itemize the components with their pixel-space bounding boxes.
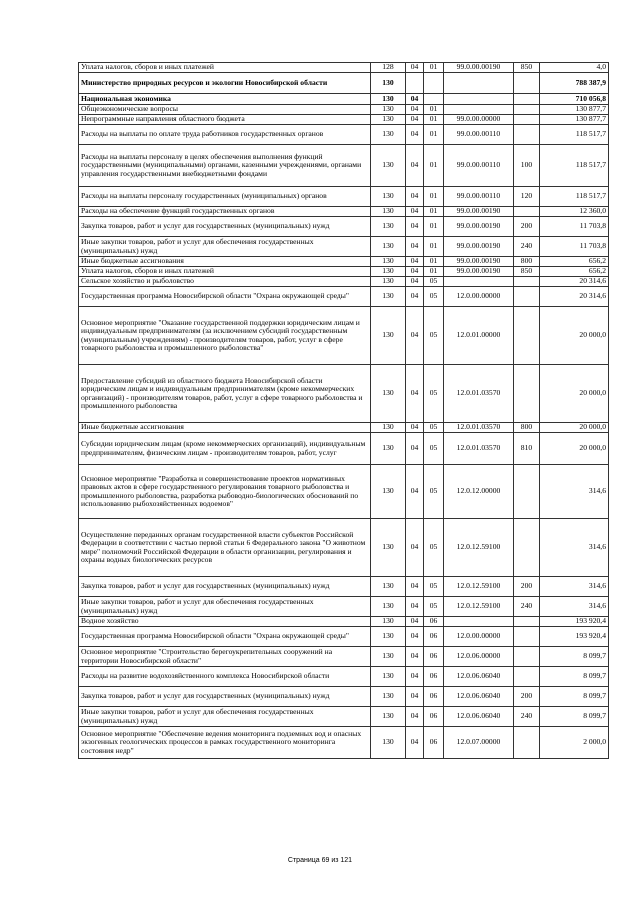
cell-name: Национальная экономика bbox=[79, 94, 371, 105]
cell-target-article: 12.0.12.59100 bbox=[444, 519, 514, 577]
cell-section: 04 bbox=[406, 727, 424, 759]
cell-grbs: 130 bbox=[371, 115, 406, 125]
cell-name: Расходы на выплаты персоналу государственных (муниципальных) органов bbox=[79, 187, 371, 207]
cell-name: Государственная программа Новосибирской области "Охрана окружающей среды" bbox=[79, 287, 371, 307]
cell-grbs: 130 bbox=[371, 257, 406, 267]
table-row bbox=[79, 465, 609, 519]
table-row bbox=[79, 207, 609, 217]
cell-expense-type bbox=[514, 617, 540, 627]
cell-section: 04 bbox=[406, 667, 424, 687]
cell-expense-type: 200 bbox=[514, 217, 540, 237]
table-row bbox=[79, 727, 609, 759]
cell-name: Иные бюджетные ассигнования bbox=[79, 423, 371, 433]
cell-subsection: 05 bbox=[424, 365, 444, 423]
cell-target-article bbox=[444, 94, 514, 105]
cell-grbs: 130 bbox=[371, 217, 406, 237]
cell-name: Иные бюджетные ассигнования bbox=[79, 257, 371, 267]
cell-subsection: 05 bbox=[424, 465, 444, 519]
cell-target-article: 12.0.12.59100 bbox=[444, 577, 514, 597]
table-row bbox=[79, 125, 609, 145]
cell-amount: 8 099,7 bbox=[540, 707, 609, 727]
cell-amount: 118 517,7 bbox=[540, 145, 609, 187]
cell-grbs: 130 bbox=[371, 577, 406, 597]
table-row bbox=[79, 365, 609, 423]
cell-grbs: 130 bbox=[371, 94, 406, 105]
cell-target-article: 99.0.00.00000 bbox=[444, 115, 514, 125]
cell-expense-type bbox=[514, 647, 540, 667]
cell-expense-type: 850 bbox=[514, 267, 540, 277]
cell-section: 04 bbox=[406, 237, 424, 257]
budget-table bbox=[78, 62, 609, 759]
cell-name: Министерство природных ресурсов и экологии Новосибирской области bbox=[79, 73, 371, 94]
cell-subsection: 06 bbox=[424, 627, 444, 647]
cell-subsection: 01 bbox=[424, 257, 444, 267]
cell-target-article bbox=[444, 73, 514, 94]
cell-subsection: 01 bbox=[424, 145, 444, 187]
cell-expense-type bbox=[514, 105, 540, 115]
cell-subsection: 06 bbox=[424, 727, 444, 759]
cell-section: 04 bbox=[406, 597, 424, 617]
cell-amount: 314,6 bbox=[540, 577, 609, 597]
cell-subsection: 06 bbox=[424, 617, 444, 627]
cell-amount: 314,6 bbox=[540, 519, 609, 577]
cell-target-article: 12.0.00.00000 bbox=[444, 287, 514, 307]
cell-subsection: 06 bbox=[424, 707, 444, 727]
cell-section: 04 bbox=[406, 707, 424, 727]
cell-grbs: 130 bbox=[371, 519, 406, 577]
cell-grbs: 130 bbox=[371, 707, 406, 727]
cell-grbs: 130 bbox=[371, 687, 406, 707]
cell-section: 04 bbox=[406, 365, 424, 423]
cell-subsection: 01 bbox=[424, 217, 444, 237]
cell-target-article bbox=[444, 277, 514, 287]
cell-expense-type bbox=[514, 287, 540, 307]
cell-section: 04 bbox=[406, 687, 424, 707]
cell-grbs: 130 bbox=[371, 647, 406, 667]
cell-subsection: 05 bbox=[424, 519, 444, 577]
cell-subsection: 05 bbox=[424, 433, 444, 465]
cell-name: Уплата налогов, сборов и иных платежей bbox=[79, 63, 371, 73]
cell-expense-type bbox=[514, 125, 540, 145]
cell-subsection: 01 bbox=[424, 237, 444, 257]
cell-name: Государственная программа Новосибирской области "Охрана окружающей среды" bbox=[79, 627, 371, 647]
cell-target-article: 12.0.06.00000 bbox=[444, 647, 514, 667]
cell-subsection: 06 bbox=[424, 647, 444, 667]
cell-name: Сельское хозяйство и рыболовство bbox=[79, 277, 371, 287]
table-row bbox=[79, 617, 609, 627]
cell-subsection: 01 bbox=[424, 63, 444, 73]
cell-subsection: 06 bbox=[424, 667, 444, 687]
budget-table-body bbox=[79, 63, 609, 759]
cell-target-article: 99.0.00.00110 bbox=[444, 125, 514, 145]
cell-section: 04 bbox=[406, 577, 424, 597]
cell-amount: 656,2 bbox=[540, 267, 609, 277]
cell-amount: 656,2 bbox=[540, 257, 609, 267]
table-row bbox=[79, 687, 609, 707]
cell-grbs: 130 bbox=[371, 365, 406, 423]
cell-subsection: 05 bbox=[424, 287, 444, 307]
cell-target-article: 99.0.00.00190 bbox=[444, 63, 514, 73]
cell-name: Основное мероприятие "Оказание государственной поддержки юридическим лицам и индивидуальным предпринимателям (за исключением субсидий государственным (муниципальным) учреждениям) - производителям товаров, работ, услуг в сфере товарного рыболовства и промышленного рыболовства" bbox=[79, 307, 371, 365]
cell-amount: 20 000,0 bbox=[540, 365, 609, 423]
cell-name: Уплата налогов, сборов и иных платежей bbox=[79, 267, 371, 277]
cell-expense-type bbox=[514, 727, 540, 759]
cell-expense-type: 800 bbox=[514, 423, 540, 433]
cell-expense-type bbox=[514, 627, 540, 647]
table-row bbox=[79, 237, 609, 257]
cell-subsection: 01 bbox=[424, 187, 444, 207]
cell-subsection bbox=[424, 94, 444, 105]
cell-name: Основное мероприятие "Обеспечение ведения мониторинга подземных вод и опасных экзогенных геологических процессов в рамках государственного мониторинга состояния недр" bbox=[79, 727, 371, 759]
cell-target-article bbox=[444, 617, 514, 627]
cell-section: 04 bbox=[406, 267, 424, 277]
cell-section: 04 bbox=[406, 307, 424, 365]
cell-target-article: 12.0.12.59100 bbox=[444, 597, 514, 617]
table-row bbox=[79, 519, 609, 577]
cell-target-article: 12.0.01.03570 bbox=[444, 433, 514, 465]
cell-amount: 12 360,0 bbox=[540, 207, 609, 217]
cell-target-article: 99.0.00.00110 bbox=[444, 187, 514, 207]
table-row bbox=[79, 597, 609, 617]
cell-grbs: 130 bbox=[371, 423, 406, 433]
table-row bbox=[79, 217, 609, 237]
table-row bbox=[79, 63, 609, 73]
cell-amount: 20 000,0 bbox=[540, 433, 609, 465]
cell-target-article: 99.0.00.00190 bbox=[444, 257, 514, 267]
cell-grbs: 130 bbox=[371, 597, 406, 617]
cell-section: 04 bbox=[406, 627, 424, 647]
cell-target-article: 99.0.00.00190 bbox=[444, 207, 514, 217]
cell-expense-type: 850 bbox=[514, 63, 540, 73]
table-row bbox=[79, 577, 609, 597]
cell-amount: 130 877,7 bbox=[540, 105, 609, 115]
cell-name: Расходы на выплаты персоналу в целях обеспечения выполнения функций государственными (муниципальными) органами, казенными учреждениями, органами управления государственными внебюджетными фондами bbox=[79, 145, 371, 187]
cell-name: Иные закупки товаров, работ и услуг для обеспечения государственных (муниципальных) нужд bbox=[79, 237, 371, 257]
cell-subsection bbox=[424, 73, 444, 94]
table-row bbox=[79, 433, 609, 465]
cell-amount: 20 000,0 bbox=[540, 307, 609, 365]
cell-amount: 11 703,8 bbox=[540, 217, 609, 237]
table-row bbox=[79, 647, 609, 667]
table-row bbox=[79, 187, 609, 207]
cell-section: 04 bbox=[406, 617, 424, 627]
cell-grbs: 130 bbox=[371, 145, 406, 187]
table-row bbox=[79, 115, 609, 125]
cell-subsection: 05 bbox=[424, 577, 444, 597]
cell-name: Расходы на обеспечение функций государственных органов bbox=[79, 207, 371, 217]
cell-expense-type bbox=[514, 277, 540, 287]
cell-grbs: 128 bbox=[371, 63, 406, 73]
cell-target-article: 12.0.01.00000 bbox=[444, 307, 514, 365]
cell-grbs: 130 bbox=[371, 277, 406, 287]
cell-subsection: 05 bbox=[424, 307, 444, 365]
cell-expense-type: 810 bbox=[514, 433, 540, 465]
table-row bbox=[79, 257, 609, 267]
cell-expense-type bbox=[514, 519, 540, 577]
cell-section: 04 bbox=[406, 433, 424, 465]
table-row bbox=[79, 145, 609, 187]
cell-target-article: 12.0.07.00000 bbox=[444, 727, 514, 759]
cell-expense-type: 200 bbox=[514, 577, 540, 597]
table-row bbox=[79, 423, 609, 433]
cell-amount: 193 920,4 bbox=[540, 627, 609, 647]
cell-name: Предоставление субсидий из областного бюджета Новосибирской области юридическим лицам и индивидуальным предпринимателям (кроме некоммерческих организаций) - производителям товаров, работ, услуг в сфере товарного рыболовства и промышленного рыболовства bbox=[79, 365, 371, 423]
cell-grbs: 130 bbox=[371, 73, 406, 94]
cell-amount: 11 703,8 bbox=[540, 237, 609, 257]
cell-section: 04 bbox=[406, 94, 424, 105]
cell-section: 04 bbox=[406, 257, 424, 267]
cell-amount: 193 920,4 bbox=[540, 617, 609, 627]
cell-amount: 8 099,7 bbox=[540, 647, 609, 667]
cell-subsection: 01 bbox=[424, 207, 444, 217]
cell-name: Осуществление переданных органам государственной власти субъектов Российской Федерации в соответствии с частью первой статьи 6 Федерального закона "О животном мире" полномочий Российской Федерации в области организации, регулирования и охраны водных биологических ресурсов bbox=[79, 519, 371, 577]
cell-target-article: 12.0.01.03570 bbox=[444, 365, 514, 423]
cell-amount: 710 056,8 bbox=[540, 94, 609, 105]
cell-subsection: 05 bbox=[424, 597, 444, 617]
cell-section: 04 bbox=[406, 145, 424, 187]
cell-subsection: 05 bbox=[424, 423, 444, 433]
cell-target-article: 12.0.06.06040 bbox=[444, 707, 514, 727]
cell-grbs: 130 bbox=[371, 617, 406, 627]
cell-grbs: 130 bbox=[371, 667, 406, 687]
cell-expense-type bbox=[514, 365, 540, 423]
cell-target-article: 12.0.01.03570 bbox=[444, 423, 514, 433]
cell-expense-type bbox=[514, 465, 540, 519]
cell-amount: 4,0 bbox=[540, 63, 609, 73]
cell-target-article: 12.0.00.00000 bbox=[444, 627, 514, 647]
cell-section: 04 bbox=[406, 423, 424, 433]
cell-expense-type bbox=[514, 94, 540, 105]
table-row bbox=[79, 707, 609, 727]
cell-target-article: 99.0.00.00190 bbox=[444, 217, 514, 237]
cell-section: 04 bbox=[406, 63, 424, 73]
cell-subsection: 01 bbox=[424, 115, 444, 125]
table-row bbox=[79, 667, 609, 687]
cell-amount: 118 517,7 bbox=[540, 125, 609, 145]
cell-expense-type bbox=[514, 73, 540, 94]
cell-amount: 118 517,7 bbox=[540, 187, 609, 207]
cell-grbs: 130 bbox=[371, 105, 406, 115]
cell-subsection: 01 bbox=[424, 267, 444, 277]
cell-name: Непрограммные направления областного бюджета bbox=[79, 115, 371, 125]
cell-name: Иные закупки товаров, работ и услуг для обеспечения государственных (муниципальных) нужд bbox=[79, 707, 371, 727]
cell-section: 04 bbox=[406, 115, 424, 125]
cell-name: Общеэкономические вопросы bbox=[79, 105, 371, 115]
cell-name: Иные закупки товаров, работ и услуг для обеспечения государственных (муниципальных) нужд bbox=[79, 597, 371, 617]
cell-target-article: 12.0.06.06040 bbox=[444, 667, 514, 687]
table-row bbox=[79, 73, 609, 94]
cell-amount: 20 314,6 bbox=[540, 277, 609, 287]
cell-expense-type: 240 bbox=[514, 237, 540, 257]
cell-expense-type: 240 bbox=[514, 707, 540, 727]
cell-grbs: 130 bbox=[371, 465, 406, 519]
cell-section: 04 bbox=[406, 465, 424, 519]
cell-expense-type bbox=[514, 115, 540, 125]
cell-grbs: 130 bbox=[371, 207, 406, 217]
cell-amount: 130 877,7 bbox=[540, 115, 609, 125]
cell-amount: 788 387,9 bbox=[540, 73, 609, 94]
cell-section: 04 bbox=[406, 647, 424, 667]
cell-section: 04 bbox=[406, 287, 424, 307]
cell-amount: 8 099,7 bbox=[540, 667, 609, 687]
cell-section: 04 bbox=[406, 277, 424, 287]
cell-name: Расходы на развитие водохозяйственного комплекса Новосибирской области bbox=[79, 667, 371, 687]
cell-amount: 20 314,6 bbox=[540, 287, 609, 307]
cell-expense-type: 240 bbox=[514, 597, 540, 617]
cell-name: Закупка товаров, работ и услуг для государственных (муниципальных) нужд bbox=[79, 687, 371, 707]
page-number: Страница 69 из 121 bbox=[287, 857, 353, 864]
cell-section: 04 bbox=[406, 187, 424, 207]
table-row bbox=[79, 277, 609, 287]
cell-grbs: 130 bbox=[371, 125, 406, 145]
cell-expense-type bbox=[514, 207, 540, 217]
cell-grbs: 130 bbox=[371, 267, 406, 277]
table-row bbox=[79, 267, 609, 277]
cell-expense-type bbox=[514, 667, 540, 687]
cell-grbs: 130 bbox=[371, 187, 406, 207]
cell-expense-type: 200 bbox=[514, 687, 540, 707]
cell-target-article: 99.0.00.00190 bbox=[444, 237, 514, 257]
cell-amount: 20 000,0 bbox=[540, 423, 609, 433]
cell-expense-type bbox=[514, 307, 540, 365]
cell-grbs: 130 bbox=[371, 307, 406, 365]
cell-expense-type: 100 bbox=[514, 145, 540, 187]
cell-amount: 2 000,0 bbox=[540, 727, 609, 759]
cell-name: Основное мероприятие "Разработка и совершенствование проектов нормативных правовых актов в сфере государственного регулирования товарного рыболовства и промышленного рыболовства, разработка рыбоводно-биологических обоснований по использованию рыбохозяйственных водоемов" bbox=[79, 465, 371, 519]
cell-section: 04 bbox=[406, 125, 424, 145]
cell-name: Закупка товаров, работ и услуг для государственных (муниципальных) нужд bbox=[79, 577, 371, 597]
cell-expense-type: 120 bbox=[514, 187, 540, 207]
cell-section: 04 bbox=[406, 217, 424, 237]
cell-subsection: 05 bbox=[424, 277, 444, 287]
cell-section bbox=[406, 73, 424, 94]
cell-amount: 314,6 bbox=[540, 465, 609, 519]
table-row bbox=[79, 307, 609, 365]
cell-amount: 8 099,7 bbox=[540, 687, 609, 707]
cell-section: 04 bbox=[406, 207, 424, 217]
cell-section: 04 bbox=[406, 519, 424, 577]
table-row bbox=[79, 287, 609, 307]
cell-target-article: 99.0.00.00110 bbox=[444, 145, 514, 187]
cell-name: Субсидии юридическим лицам (кроме некоммерческих организаций), индивидуальным предпринимателям, физическим лицам - производителям товаров, работ, услуг bbox=[79, 433, 371, 465]
cell-grbs: 130 bbox=[371, 433, 406, 465]
cell-grbs: 130 bbox=[371, 287, 406, 307]
cell-section: 04 bbox=[406, 105, 424, 115]
cell-grbs: 130 bbox=[371, 627, 406, 647]
table-row bbox=[79, 94, 609, 105]
cell-target-article: 99.0.00.00190 bbox=[444, 267, 514, 277]
cell-subsection: 06 bbox=[424, 687, 444, 707]
cell-expense-type: 800 bbox=[514, 257, 540, 267]
cell-amount: 314,6 bbox=[540, 597, 609, 617]
cell-name: Расходы на выплаты по оплате труда работников государственных органов bbox=[79, 125, 371, 145]
cell-name: Водное хозяйство bbox=[79, 617, 371, 627]
cell-grbs: 130 bbox=[371, 237, 406, 257]
cell-subsection: 01 bbox=[424, 125, 444, 145]
cell-target-article: 12.0.12.00000 bbox=[444, 465, 514, 519]
cell-subsection: 01 bbox=[424, 105, 444, 115]
cell-target-article bbox=[444, 105, 514, 115]
table-row bbox=[79, 627, 609, 647]
table-row bbox=[79, 105, 609, 115]
cell-target-article: 12.0.06.06040 bbox=[444, 687, 514, 707]
cell-name: Основное мероприятие "Строительство берегоукрепительных сооружений на территории Новосибирской области" bbox=[79, 647, 371, 667]
cell-name: Закупка товаров, работ и услуг для государственных (муниципальных) нужд bbox=[79, 217, 371, 237]
cell-grbs: 130 bbox=[371, 727, 406, 759]
